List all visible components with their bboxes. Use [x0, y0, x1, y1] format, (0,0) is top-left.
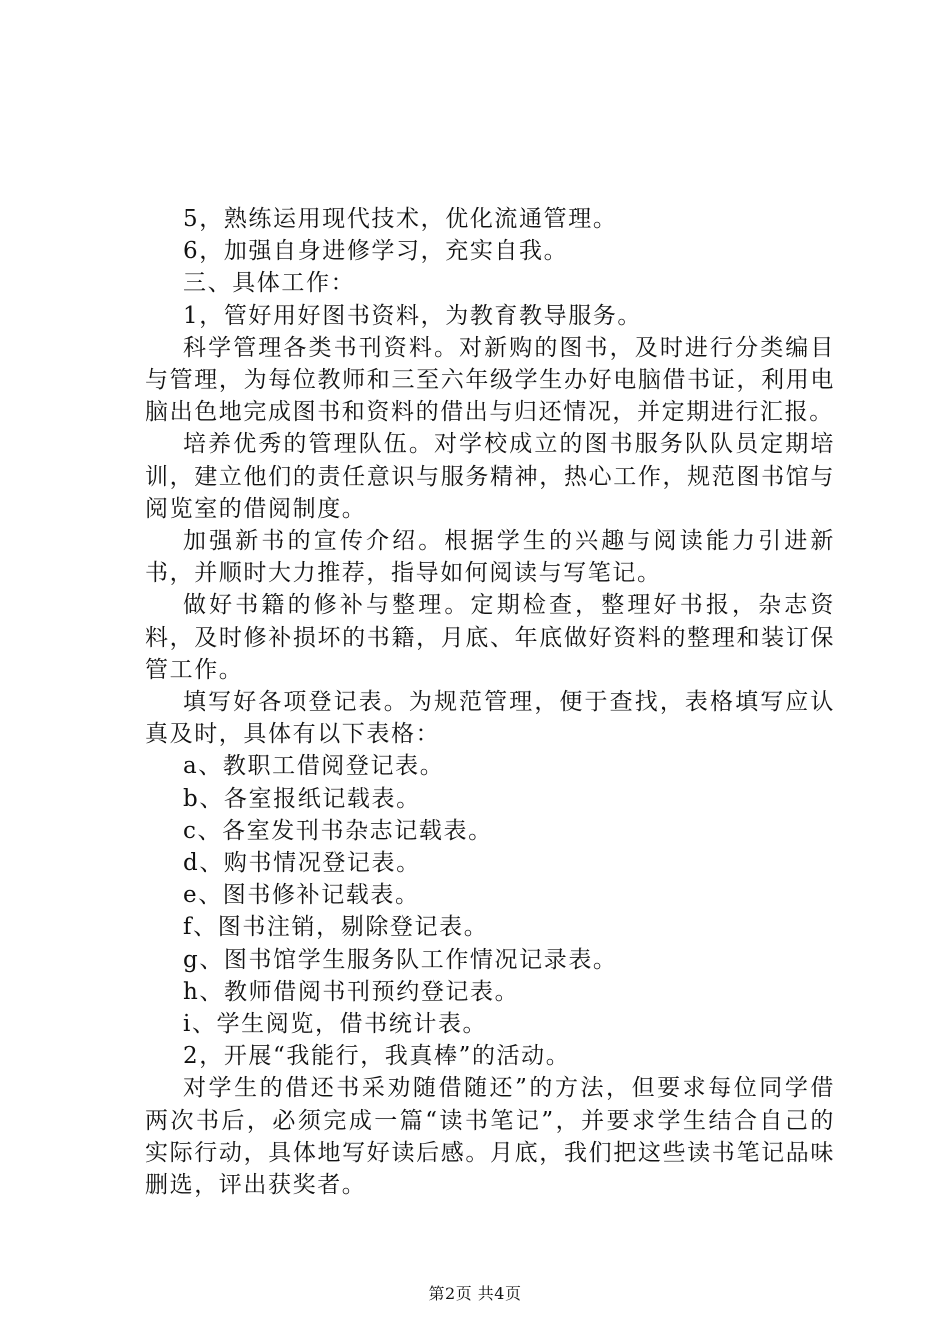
- list-item: b、各室报纸记载表。: [183, 785, 421, 812]
- list-item: h、教师借阅书刊预约登记表。: [183, 978, 520, 1005]
- list-item: e、图书修补记载表。: [183, 882, 420, 909]
- paragraph-activity: 对学生的借还书采劝随借随还”的方法，但要求每位同学借两次书后，必须完成一篇“读书笔记”，并要求学生结合自己的实际行动，具体地写好读后感。月底，我们把这些读书笔记品味删选，评出获奖者。: [145, 1075, 835, 1199]
- paragraph-team: 培养优秀的管理队伍。对学校成立的图书服务队队员定期培训，建立他们的责任意识与服务精神，热心工作，规范图书馆与阅览室的借阅制度。: [145, 431, 835, 522]
- paragraph-item-6: 6，加强自身进修学习，充实自我。: [183, 238, 569, 265]
- list-item: g、图书馆学生服务队工作情况记录表。: [183, 946, 618, 973]
- paragraph-repair: 做好书籍的修补与整理。定期检查，整理好书报，杂志资料，及时修补损坏的书籍，月底、年底做好资料的整理和装订保管工作。: [145, 592, 835, 683]
- paragraph-management: 科学管理各类书刊资料。对新购的图书，及时进行分类编目与管理，为每位教师和三至六年级学生办好电脑借书证，利用电脑出色地完成图书和资料的借出与归还情况，并定期进行汇报。: [145, 334, 835, 426]
- list-item: f、图书注销，剔除登记表。: [183, 914, 489, 941]
- paragraph-forms: 填写好各项登记表。为规范管理，便于查找，表格填写应认真及时，具体有以下表格：: [145, 689, 835, 748]
- section-heading: 三、具体工作：: [183, 270, 356, 297]
- paragraph-item-5: 5，熟练运用现代技术，优化流通管理。: [183, 206, 618, 232]
- subheading-1: 1，管好用好图书资料，为教育教导服务。: [183, 302, 643, 329]
- list-item: d、购书情况登记表。: [183, 850, 421, 877]
- list-item: c、各室发刊书杂志记载表。: [183, 817, 493, 844]
- form-list: [145, 750, 835, 1040]
- paragraph-new-books: 加强新书的宣传介绍。根据学生的兴趣与阅读能力引进新书，并顺时大力推荐，指导如何阅读与写笔记。: [145, 528, 835, 587]
- subheading-2: 2，开展“我能行，我真棒”的活动。: [183, 1043, 571, 1070]
- list-item: i、学生阅览，借书统计表。: [183, 1011, 488, 1038]
- document-body: [145, 203, 835, 1201]
- list-item: a、教职工借阅登记表。: [183, 753, 445, 780]
- page-number: 第2页 共4页: [428, 1284, 522, 1303]
